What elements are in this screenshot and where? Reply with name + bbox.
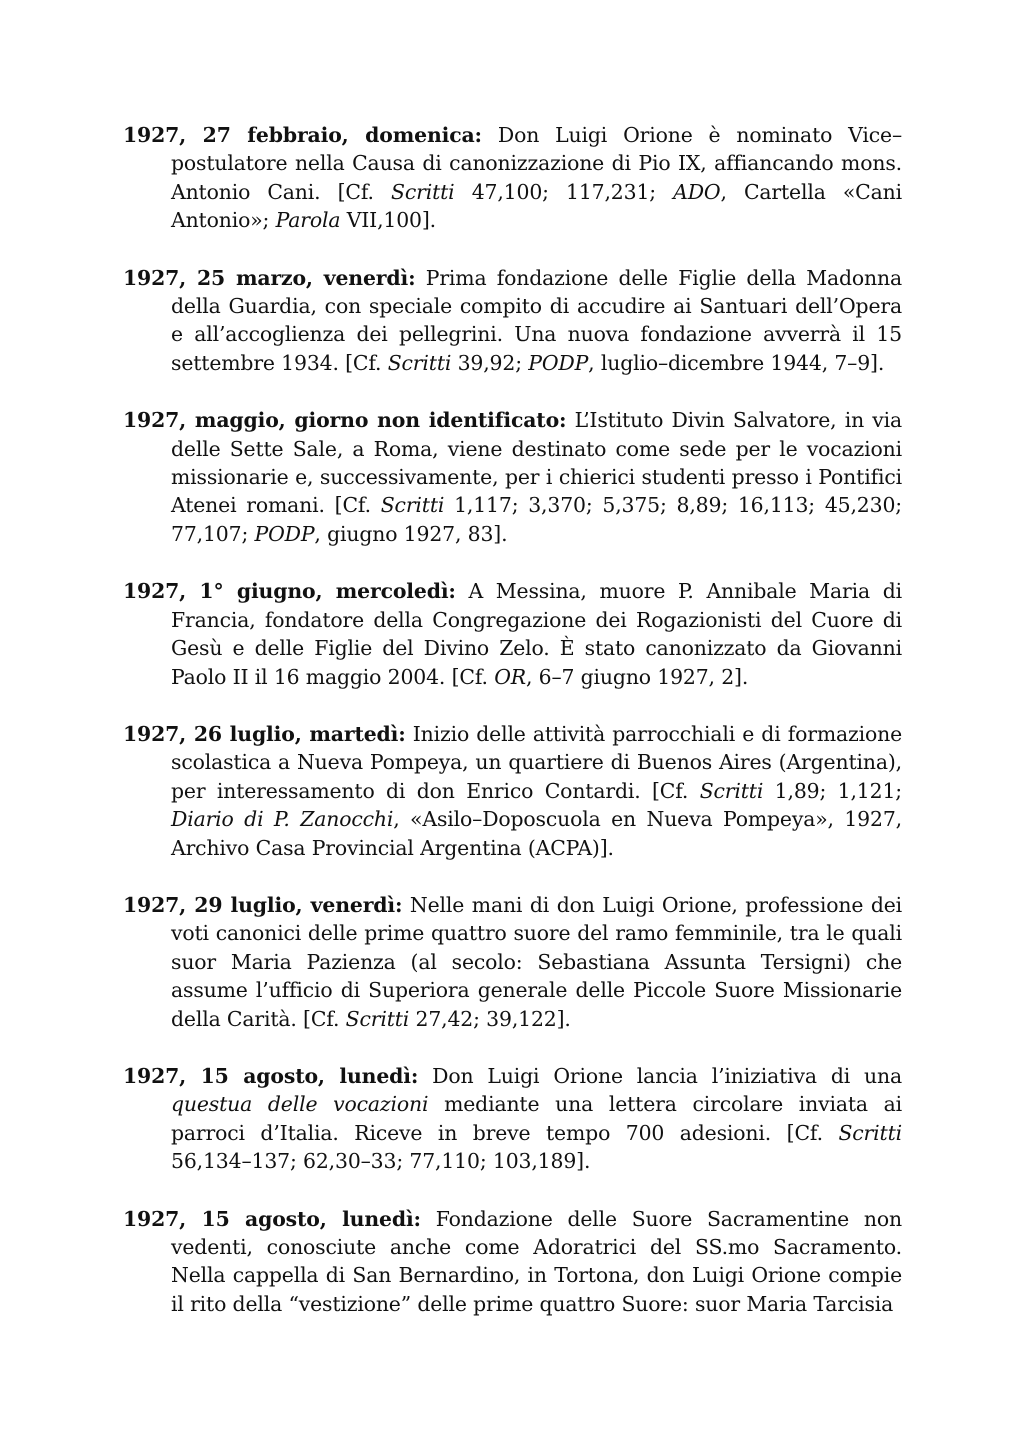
entry-italic-text: Parola — [275, 208, 341, 233]
entry-text: 1,89; 1,121; — [763, 778, 902, 803]
chronology-entry — [123, 891, 902, 1033]
entry-text: Fondazione delle Suore Sacramentine non vedenti, conosciute anche come Adoratrici del SS.mo Sacramento. Nella cappella di San Bernardino, in Tortona, don Luigi Orione compie il rito della “vestizione” delle prime quattro Suore: suor Maria Tarcisia — [171, 1206, 902, 1316]
entry-text: 39,92; — [451, 350, 529, 375]
entry-text: Don Luigi Orione è nominato Vice–postulatore nella Causa di canonizzazione di Pio IX, affiancando mons. Antonio Cani. [Cf. — [171, 123, 902, 204]
entry-italic-text: ADO — [673, 179, 721, 204]
entry-date: 1927, maggio, giorno non identificato: — [123, 408, 567, 433]
entry-italic-text: Scritti — [345, 1006, 410, 1031]
entry-text: 1,117; 3,370; 5,375; 8,89; 16,113; 45,230; 77,107; — [171, 493, 902, 546]
entry-date: 1927, 29 luglio, venerdì: — [123, 892, 403, 917]
entry-date: 1927, 27 febbraio, domenica: — [123, 123, 482, 147]
entry-text: 47,100; 117,231; — [454, 179, 674, 204]
chronology-entry — [123, 720, 902, 862]
chronology-entry — [123, 121, 902, 235]
entry-text: Prima fondazione delle Figlie della Madonna della Guardia, con speciale compito di accudire ai Santuari dell’Opera e all’accoglienza dei pellegrini. Una nuova fondazione avverrà il 15 settembre 1934. [Cf. — [171, 265, 902, 375]
entry-italic-text: Scritti — [391, 179, 455, 204]
chronology-entry — [123, 264, 902, 378]
entry-date: 1927, 25 marzo, venerdì: — [123, 265, 416, 290]
entry-italic-text: Diario di P. Zanocchi — [171, 807, 394, 832]
entry-text: Don Luigi Orione lancia l’iniziativa di una — [418, 1063, 902, 1088]
chronology-entry — [123, 577, 902, 691]
entry-text: A Messina, muore P. Annibale Maria di Francia, fondatore della Congregazione dei Rogazionisti del Cuore di Gesù e delle Figlie del Divino Zelo. È stato canonizzato da Giovanni Paolo II il 16 maggio 2004. [Cf. — [171, 579, 902, 689]
entry-text: , 6–7 giugno 1927, 2]. — [525, 664, 749, 689]
entry-text: VII,100]. — [340, 208, 437, 233]
entry-text: , Cartella «Cani Antonio»; — [171, 179, 902, 233]
entry-text: , «Asilo–Doposcuola en Nueva Pompeya», 1927, Archivo Casa Provincial Argentina (ACPA)]. — [171, 807, 902, 860]
entry-italic-text: questua delle vocazioni — [171, 1092, 429, 1117]
entry-date: 1927, 26 luglio, martedì: — [123, 721, 406, 746]
entry-date: 1927, 15 agosto, lunedì: — [123, 1206, 421, 1231]
entry-italic-text: OR — [494, 664, 526, 689]
entry-italic-text: PODP — [528, 350, 589, 375]
entry-text: Inizio delle attività parrocchiali e di formazione scolastica a Nueva Pompeya, un quartiere di Buenos Aires (Argentina), per interessamento di don Enrico Contardi. [Cf. — [171, 721, 902, 803]
entry-date: 1927, 1° giugno, mercoledì: — [123, 579, 456, 604]
entry-italic-text: Scritti — [838, 1120, 902, 1145]
entry-italic-text: Scritti — [387, 350, 452, 375]
entry-date: 1927, 15 agosto, lunedì: — [123, 1063, 419, 1088]
entry-italic-text: Scritti — [699, 778, 764, 803]
entry-text: mediante una lettera circolare inviata ai parroci d’Italia. Riceve in breve tempo 700 adesioni. [Cf. — [171, 1092, 902, 1145]
entry-text: 27,42; 39,122]. — [409, 1006, 571, 1031]
chronology-entry — [123, 1205, 902, 1319]
entry-text: Nelle mani di don Luigi Orione, professione dei voti canonici delle prime quattro suore del ramo femminile, tra le quali suor Maria Pazienza (al secolo: Sebastiana Assunta Tersigni) che assume l’ufficio di Superiora generale delle Piccole Suore Missionarie della Carità. [Cf. — [171, 892, 903, 1031]
entry-text: , luglio–dicembre 1944, 7–9]. — [588, 350, 885, 375]
entry-text: 56,134–137; 62,30–33; 77,110; 103,189]. — [171, 1149, 591, 1174]
entry-italic-text: Scritti — [380, 493, 445, 518]
entry-italic-text: PODP — [254, 521, 315, 546]
entry-text: L’Istituto Divin Salvatore, in via delle Sette Sale, a Roma, viene destinato come sede per le vocazioni missionarie e, successivamente, per i chierici studenti presso i Pontifici Atenei romani. [Cf. — [171, 408, 902, 518]
entry-text: , giugno 1927, 83]. — [314, 521, 508, 546]
chronology-entry — [123, 1062, 902, 1176]
chronology-entry — [123, 406, 902, 548]
